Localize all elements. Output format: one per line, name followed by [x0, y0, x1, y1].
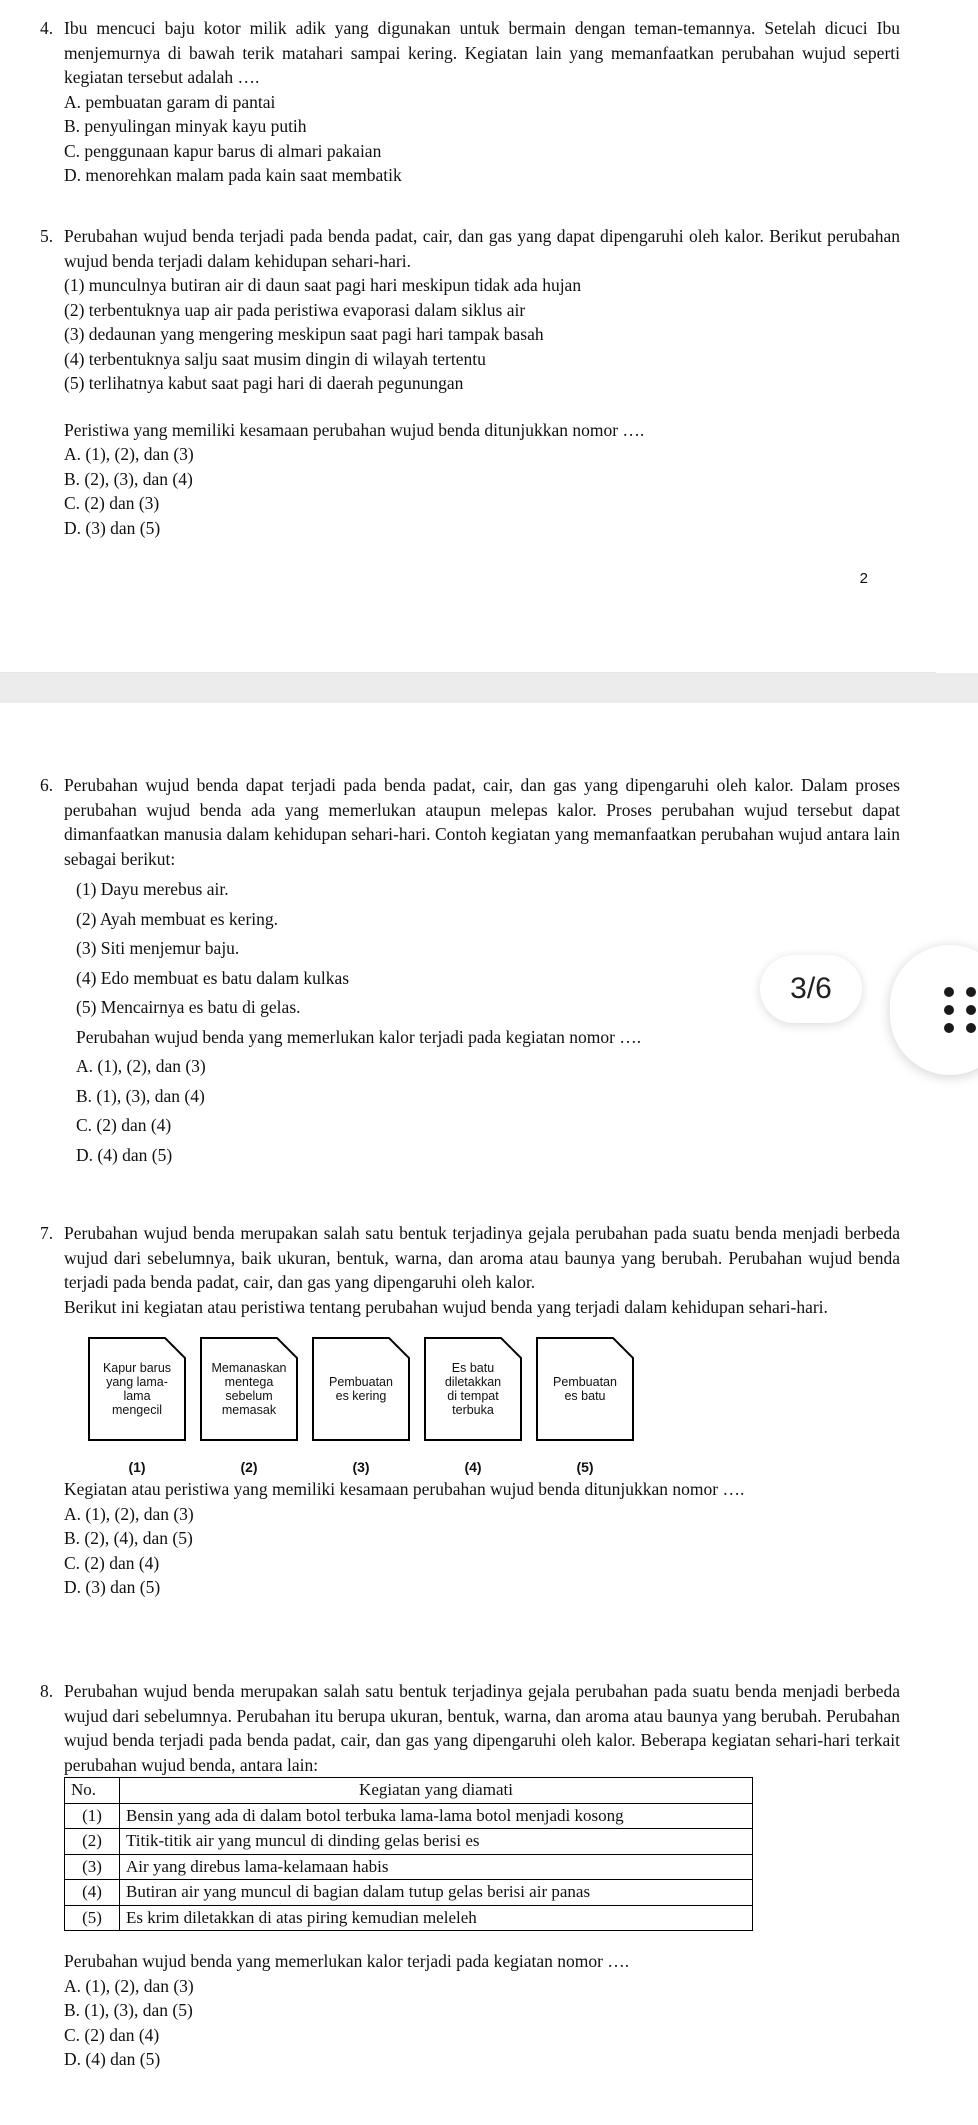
card-label-2: (2) — [240, 1459, 258, 1475]
table-row: (4) Butiran air yang muncul di bagian dalam tutup gelas berisi air panas — [65, 1880, 753, 1906]
option-d: D. (4) dan (5) — [64, 2049, 161, 2069]
option-c: C. (2) dan (3) — [64, 493, 160, 513]
question-prompt: Kegiatan atau peristiwa yang memiliki kesamaan perubahan wujud benda ditunjukkan nomor …. — [64, 1479, 745, 1499]
card-label-4: (4) — [464, 1459, 482, 1475]
more-vertical-icon — [944, 987, 978, 1033]
statement-1: (1) munculnya butiran air di daun saat pagi hari meskipun tidak ada hujan — [64, 275, 582, 295]
option-b: B. penyulingan minyak kayu putih — [64, 116, 307, 136]
option-c: C. (2) dan (4) — [64, 2024, 160, 2045]
folded-corner-icon — [388, 1337, 410, 1359]
question-5 — [40, 224, 900, 540]
table-row: (5) Es krim diletakkan di atas piring kemudian meleleh — [65, 1905, 753, 1931]
option-d: D. (3) dan (5) — [64, 517, 161, 538]
question-4 — [40, 16, 900, 188]
page-separator — [0, 673, 978, 703]
card-4: Es batu diletakkan di tempat terbuka — [424, 1337, 522, 1441]
option-d: D. (3) dan (5) — [64, 1577, 161, 1597]
card-5: Pembuatan es batu — [536, 1337, 634, 1441]
option-c: C. (2) dan (4) — [76, 1115, 172, 1135]
card-2: Memanaskan mentega sebelum memasak — [200, 1337, 298, 1441]
activity-5: (5) Mencairnya es batu di gelas. — [76, 997, 301, 1017]
table-header-activity: Kegiatan yang diamati — [120, 1778, 753, 1804]
option-b: B. (2), (4), dan (5) — [64, 1528, 193, 1548]
option-d: D. menorehkan malam pada kain saat membatik — [64, 165, 402, 185]
document-page-3 — [0, 703, 936, 2125]
option-a: A. pembuatan garam di pantai — [64, 91, 276, 112]
option-b: B. (1), (3), dan (5) — [64, 2000, 193, 2020]
table-row: (2) Titik-titik air yang muncul di dinding gelas berisi es — [65, 1829, 753, 1855]
question-number: 8. — [40, 1681, 54, 1701]
question-8 — [40, 1679, 900, 2072]
question-text: Perubahan wujud benda merupakan salah satu bentuk terjadinya gejala perubahan pada suatu benda menjadi berbeda wujud dari sebelumnya. Perubahan itu berupa ukuran, bentuk, warna, dan aroma atau baunya yang berubah. Perubahan wujud benda terjadi pada benda padat, cair, dan gas yang dipengaruhi oleh kalor. Beberapa kegiatan sehari-hari terkait perubahan wujud benda, antara lain: — [64, 1681, 900, 1775]
activity-1: (1) Dayu merebus air. — [76, 879, 229, 899]
question-number: 7. — [40, 1223, 54, 1243]
option-a: A. (1), (2), dan (3) — [64, 1503, 194, 1524]
page-number: 2 — [859, 570, 868, 587]
option-b: B. (1), (3), dan (4) — [76, 1085, 205, 1106]
card-label-5: (5) — [576, 1459, 594, 1475]
activity-4: (4) Edo membuat es batu dalam kulkas — [76, 967, 350, 988]
question-text: Ibu mencuci baju kotor milik adik yang digunakan untuk bermain dengan teman-temannya. Setelah dicuci Ibu menjemurnya di bawah terik matahari sampai kering. Kegiatan lain yang memanfaatkan perubahan wujud seperti kegiatan tersebut adalah …. — [64, 18, 900, 87]
table-row: (3) Air yang direbus lama-kelamaan habis — [65, 1854, 753, 1880]
option-b: B. (2), (3), dan (4) — [64, 468, 193, 489]
option-a: A. (1), (2), dan (3) — [76, 1056, 206, 1076]
observation-table — [64, 1777, 753, 1931]
table-header-no: No. — [65, 1778, 120, 1804]
table-row: (1) Bensin yang ada di dalam botol terbuka lama-lama botol menjadi kosong — [65, 1803, 753, 1829]
option-c: C. penggunaan kapur barus di almari pakaian — [64, 140, 382, 161]
folded-corner-icon — [500, 1337, 522, 1359]
document-page-2 — [0, 0, 936, 673]
statement-3: (3) dedaunan yang mengering meskipun saat pagi hari tampak basah — [64, 324, 544, 344]
card-label-1: (1) — [128, 1459, 146, 1475]
card-label-3: (3) — [352, 1459, 370, 1475]
activity-2: (2) Ayah membuat es kering. — [76, 908, 279, 929]
option-d: D. (4) dan (5) — [76, 1144, 173, 1165]
statement-4: (4) terbentuknya salju saat musim dingin di wilayah tertentu — [64, 348, 486, 369]
card-3: Pembuatan es kering — [312, 1337, 410, 1441]
question-number: 4. — [40, 18, 54, 38]
question-text: Perubahan wujud benda terjadi pada benda padat, cair, dan gas yang dapat dipengaruhi oleh kalor. Berikut perubahan wujud benda terjadi dalam kehidupan sehari-hari. — [64, 226, 900, 271]
option-c: C. (2) dan (4) — [64, 1552, 160, 1573]
question-prompt: Perubahan wujud benda yang memerlukan kalor terjadi pada kegiatan nomor …. — [64, 1951, 630, 1971]
folded-corner-icon — [612, 1337, 634, 1359]
question-7 — [40, 1221, 900, 1600]
statement-5: (5) terlihatnya kabut saat pagi hari di daerah pegunungan — [64, 373, 464, 393]
page-indicator: 3/6 — [760, 955, 862, 1023]
activity-3: (3) Siti menjemur baju. — [76, 938, 240, 958]
activity-cards — [88, 1337, 900, 1477]
question-text-2: Berikut ini kegiatan atau peristiwa tentang perubahan wujud benda yang terjadi dalam kehidupan sehari-hari. — [64, 1296, 828, 1317]
table-header-row — [65, 1778, 753, 1804]
question-prompt: Perubahan wujud benda yang memerlukan kalor terjadi pada kegiatan nomor …. — [76, 1026, 642, 1047]
option-a: A. (1), (2), dan (3) — [64, 444, 194, 464]
question-number: 6. — [40, 775, 54, 795]
option-a: A. (1), (2), dan (3) — [64, 1975, 194, 1996]
statement-2: (2) terbentuknya uap air pada peristiwa evaporasi dalam siklus air — [64, 299, 526, 320]
folded-corner-icon — [276, 1337, 298, 1359]
question-prompt: Peristiwa yang memiliki kesamaan perubahan wujud benda ditunjukkan nomor …. — [64, 419, 645, 440]
question-number: 5. — [40, 226, 54, 246]
question-text: Perubahan wujud benda dapat terjadi pada benda padat, cair, dan gas yang dipengaruhi oleh kalor. Dalam proses perubahan wujud benda ada yang memerlukan ataupun melepas kalor. Proses perubahan wujud tersebut dapat dimanfaatkan manusia dalam kehidupan sehari-hari. Contoh kegiatan yang memanfaatkan perubahan wujud antara lain sebagai berikut: — [64, 775, 900, 869]
question-text: Perubahan wujud benda merupakan salah satu bentuk terjadinya gejala perubahan pada suatu benda menjadi berbeda wujud dari sebelumnya, baik ukuran, bentuk, warna, dan aroma atau baunya yang berubah. Perubahan wujud benda terjadi pada benda padat, cair, dan gas yang dipengaruhi oleh kalor. — [64, 1223, 900, 1292]
folded-corner-icon — [164, 1337, 186, 1359]
card-1: Kapur barus yang lama- lama mengecil — [88, 1337, 186, 1441]
